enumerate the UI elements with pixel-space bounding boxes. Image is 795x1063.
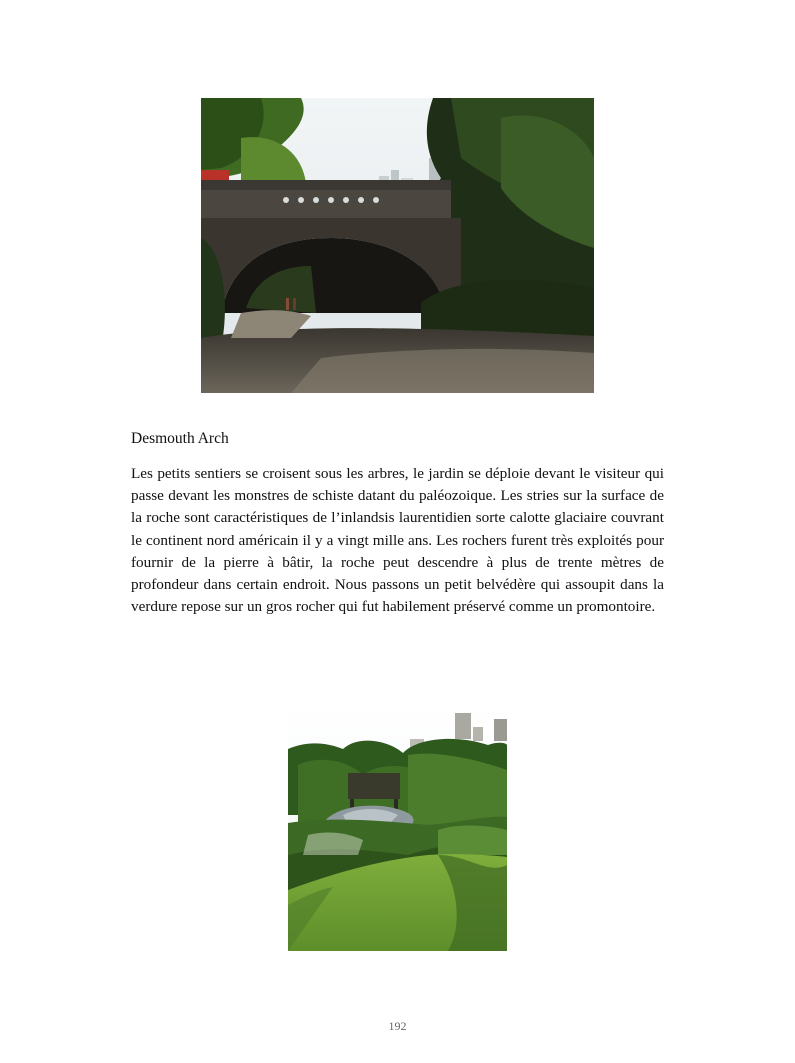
page-number: 192 bbox=[388, 1019, 407, 1033]
garden-photo bbox=[288, 705, 507, 951]
arch-bridge-photo bbox=[201, 98, 594, 393]
body-paragraph: Les petits sentiers se croisent sous les arbres, le jardin se déploie devant le visiteur qui passe devant les monstres de schiste datant du paléozoique. Les stries sur la surface de la roche sont caractéristiques de l’inlandsis laurentidien sorte calotte glaciaire couvrant le continent nord américain il y a vingt mille ans. Les rochers furent très exploités pour fournir de la pierre à bâtir, la roche peut descendre à plus de trente mètres de profondeur dans certain endroit. Nous passons un petit belvédère qui assoupit dans la verdure repose sur un gros rocher qui fut habilement préservé comme un promontoire. bbox=[131, 465, 664, 616]
photo-caption: Desmouth Arch bbox=[131, 430, 229, 447]
